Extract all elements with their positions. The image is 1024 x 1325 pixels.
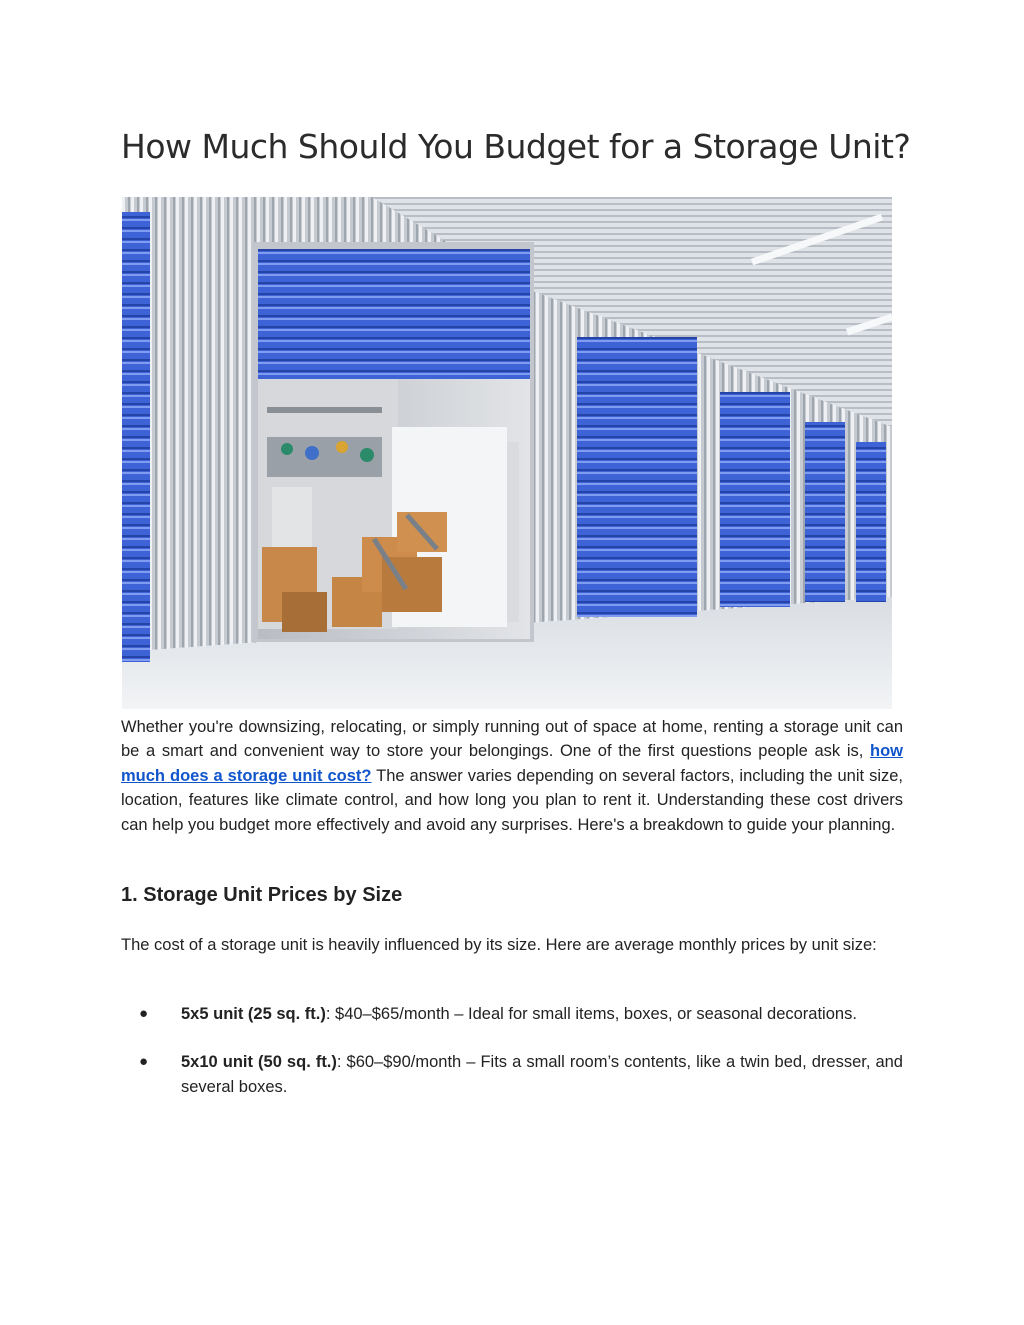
price-list: [121, 1002, 903, 1123]
intro-text-start: Whether you're downsizing, relocating, or simply running out of space at home, renting a storage unit can be a smart and convenient way to store your belongings. One of the first questions people ask is,: [121, 718, 903, 761]
bullet-icon: ●: [139, 1053, 149, 1071]
unit-size-description: : $60–$90/month – Fits a small room’s contents, like a twin bed, dresser, and several boxes.: [181, 1053, 903, 1096]
intro-text-end: The answer varies depending on several factors, including the unit size, location, features like climate control, and how long you plan to rent it. Understanding these cost drivers can help you budget more effectively and avoid any surprises. Here's a breakdown to guide your planning.: [121, 766, 903, 834]
list-item: [121, 1002, 903, 1026]
intro-paragraph: [121, 715, 903, 837]
unit-size-description: : $40–$65/month – Ideal for small items, boxes, or seasonal decorations.: [325, 1005, 857, 1023]
unit-size-label: 5x5 unit (25 sq. ft.): [181, 1005, 326, 1023]
bullet-icon: ●: [139, 1005, 149, 1022]
unit-size-label: 5x10 unit (50 sq. ft.): [181, 1053, 337, 1072]
list-item: [121, 1050, 903, 1099]
storage-cost-link[interactable]: how much does a storage unit cost?: [121, 742, 903, 785]
page-title: How Much Should You Budget for a Storage Unit?: [121, 127, 911, 166]
section-paragraph: The cost of a storage unit is heavily influenced by its size. Here are average monthly prices by unit size:: [121, 936, 877, 954]
section-heading: 1. Storage Unit Prices by Size: [121, 884, 403, 906]
storage-hallway-image: [122, 197, 892, 709]
